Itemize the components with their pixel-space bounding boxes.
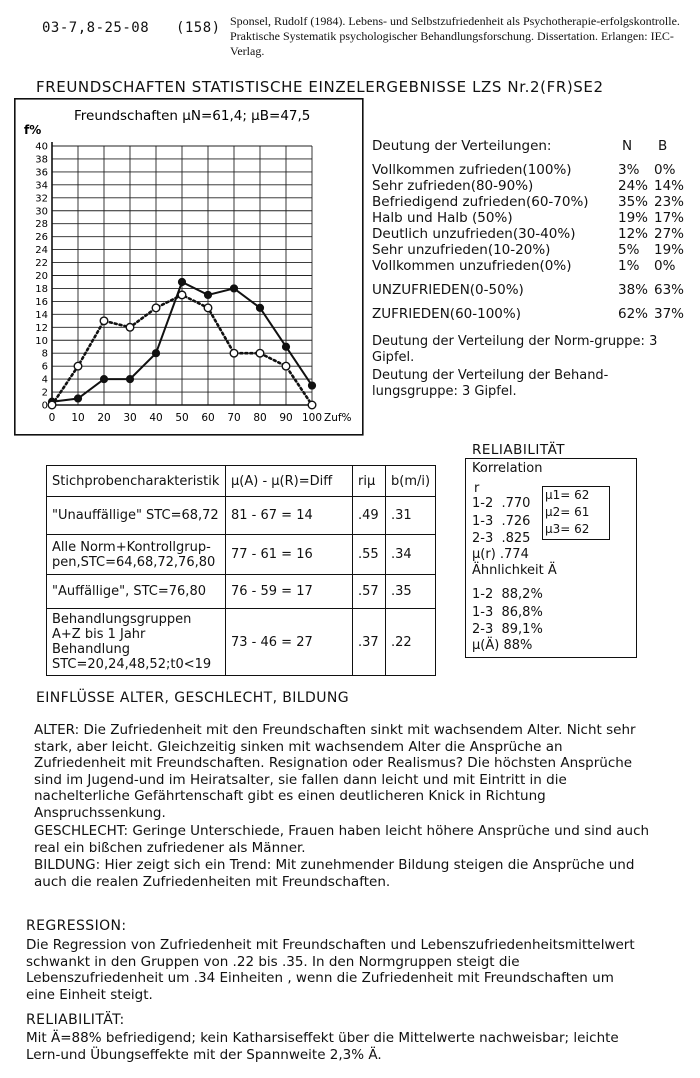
interpretation-row (372, 258, 690, 274)
table-cell: 77 - 61 = 16 (226, 535, 353, 575)
data-point-b (74, 362, 82, 370)
interpretation-row (372, 194, 690, 210)
citation: Sponsel, Rudolf (1984). Lebens- und Selbstzufriedenheit als Psychotherapie-erfolgskontrolle. Praktische Systematik psychologischer Behandlungsforschung. Dissertation. Erlangen: IEC-Verlag. (230, 14, 680, 58)
interpretation-row (372, 178, 690, 194)
data-point-b (256, 349, 264, 357)
regression-paragraph: Die Regression von Zufriedenheit mit Freundschaften und Lebenszufriedenheitsmittelwert schwankt in den Gruppen von .22 bis .35. In den Normgruppen steigt die Lebenszufriedenheit um .34 Einheiten , wenn die Zufriedenheit mit Freundschaften um eine Einheit steigt. (26, 937, 635, 1003)
data-point-b (204, 304, 212, 312)
interpretation-header (372, 138, 690, 162)
data-point-n (205, 292, 212, 299)
data-point-n (101, 376, 108, 383)
sim-value: 88,2% (501, 587, 543, 602)
corr-row (472, 514, 530, 529)
mu-r: μ(r) .774 (472, 547, 529, 562)
note-normgroup: Deutung der Verteilung der Norm-gruppe: 3 Gipfel. (372, 334, 658, 365)
table-cell: "Auffällige", STC=76,80 (47, 575, 226, 609)
x-tick-label: 80 (253, 412, 267, 424)
column-n-label: N (622, 138, 633, 154)
aehnlichkeit-label: Ähnlichkeit Ä (472, 563, 557, 578)
mu-box (542, 486, 610, 540)
mu-value: μ3= 62 (545, 522, 590, 536)
x-tick-label: 100 (301, 412, 323, 424)
col-header: b(m/i) (386, 466, 436, 497)
x-tick-label: 60 (201, 412, 215, 424)
alter-paragraph: ALTER: Die Zufriedenheit mit den Freundschaften sinkt mit wachsendem Alter. Nicht sehr stark, aber leicht. Gleichzeitig sinken mit wachsendem Alter die Ansprüche an Zufriedenheit mit Freundschaften. Resignation oder Realismus? Die höchsten Ansprüche sind im Jugend-und im Heiratsalter, sie fallen dann leicht und mit Eintritt in die nachelterliche Gefährtenschaft gibt es einen deutlicheren Knick in Richtung Anspruchssenkung. (34, 722, 636, 821)
category-label: Vollkommen unzufrieden(0%) (372, 258, 572, 274)
y-tick-label: 10 (35, 335, 48, 347)
data-point-b (230, 349, 238, 357)
note-treatmentgroup: Deutung der Verteilung der Behand-lungsgruppe: 3 Gipfel. (372, 368, 609, 399)
y-tick-label: 32 (35, 193, 48, 205)
table-header-row (47, 466, 436, 497)
y-tick-label: 34 (35, 180, 48, 192)
x-tick-label: 90 (279, 412, 293, 424)
regression-heading: REGRESSION: (26, 918, 127, 934)
table-row (47, 497, 436, 535)
reliability-box (465, 458, 637, 658)
document-code (42, 20, 221, 36)
table-row (47, 609, 436, 676)
value-n: 24% (618, 178, 649, 194)
reliability-paragraph: Mit Ä=88% befriedigend; kein Katharsiseffekt über die Mittelwerte nachweisbar; leichte Lern-und Übungseffekte mit der Spannweite 2,3% Ä. (26, 1030, 619, 1063)
table-row (47, 575, 436, 609)
interpretation-row (372, 242, 690, 258)
unzufrieden-label: UNZUFRIEDEN(0-50%) (372, 282, 524, 298)
table-cell: .57 (353, 575, 386, 609)
unzufrieden-n: 38% (618, 282, 649, 298)
x-tick-label: 70 (227, 412, 241, 424)
corr-pair: 1-3 (472, 514, 494, 529)
table-cell: "Unauffällige" STC=68,72 (47, 497, 226, 535)
interpretation-row (372, 162, 690, 178)
sim-value: 89,1% (501, 622, 543, 637)
category-label: Sehr unzufrieden(10-20%) (372, 242, 551, 258)
category-label: Sehr zufrieden(80-90%) (372, 178, 534, 194)
value-b: 17% (654, 210, 685, 226)
table-cell: .34 (386, 535, 436, 575)
y-tick-label: 18 (35, 283, 48, 295)
table-cell: .37 (353, 609, 386, 676)
interpretation-row (372, 226, 690, 242)
corr-row (472, 496, 530, 511)
corr-pair: 1-2 (472, 496, 494, 511)
data-point-b (48, 401, 56, 409)
sim-pair: 2-3 (472, 622, 494, 637)
data-point-n (179, 279, 186, 286)
table-cell: .49 (353, 497, 386, 535)
table-cell: 76 - 59 = 17 (226, 575, 353, 609)
unzufrieden-row (372, 282, 690, 306)
geschlecht-paragraph: GESCHLECHT: Geringe Unterschiede, Frauen haben leicht höhere Ansprüche und sind auch real ein bißchen zufriedener als Männer. (34, 823, 650, 856)
y-tick-label: 14 (35, 309, 48, 321)
data-point-b (100, 317, 108, 325)
value-n: 12% (618, 226, 649, 242)
y-tick-label: 6 (41, 361, 48, 373)
value-n: 3% (618, 162, 640, 178)
y-tick-label: 40 (35, 141, 48, 153)
data-point-b (126, 324, 134, 332)
sim-pair: 1-2 (472, 587, 494, 602)
table-cell: .55 (353, 535, 386, 575)
value-b: 0% (654, 162, 676, 178)
corr-value: .825 (501, 531, 531, 546)
data-point-n (153, 350, 160, 357)
y-tick-label: 4 (41, 374, 48, 386)
x-tick-label: 10 (71, 412, 85, 424)
data-point-b (282, 362, 290, 370)
x-tick-label: 0 (48, 412, 56, 424)
y-tick-label: 12 (35, 322, 48, 334)
table-cell: Alle Norm+Kontrollgrup-pen,STC=64,68,72,76,80 (47, 535, 226, 575)
zufrieden-b: 37% (654, 306, 685, 322)
category-label: Vollkommen zufrieden(100%) (372, 162, 572, 178)
x-tick-label: 30 (123, 412, 137, 424)
table-cell: Behandlungsgruppen A+Z bis 1 Jahr Behandlung STC=20,24,48,52;t0<19 (47, 609, 226, 676)
y-tick-label: 22 (35, 258, 48, 270)
y-axis-label: f% (24, 123, 42, 137)
y-tick-label: 8 (41, 348, 48, 360)
influences-heading: EINFLÜSSE ALTER, GESCHLECHT, BILDUNG (36, 690, 349, 706)
data-point-n (127, 376, 134, 383)
data-point-b (152, 304, 160, 312)
frequency-chart (14, 98, 364, 436)
data-point-b (308, 401, 316, 409)
value-b: 23% (654, 194, 685, 210)
col-header: μ(A) - μ(R)=Diff (226, 466, 353, 497)
sim-pair: 1-3 (472, 605, 494, 620)
reliability-title: RELIABILITÄT (472, 442, 566, 458)
table-cell: .35 (386, 575, 436, 609)
corr-value: .770 (501, 496, 531, 511)
y-tick-label: 28 (35, 219, 48, 231)
data-point-n (283, 343, 290, 350)
table-cell: .22 (386, 609, 436, 676)
y-tick-label: 26 (35, 232, 48, 244)
corr-pair: 2-3 (472, 531, 494, 546)
value-n: 1% (618, 258, 640, 274)
y-tick-label: 16 (35, 296, 48, 308)
korrelation-label: Korrelation (472, 461, 543, 476)
data-point-n (257, 304, 264, 311)
main-title: FREUNDSCHAFTEN STATISTISCHE EINZELERGEBNISSE LZS Nr.2(FR)SE2 (36, 78, 604, 96)
x-axis-label: Zuf% (324, 412, 352, 424)
interpretation-heading: Deutung der Verteilungen: (372, 138, 552, 154)
x-tick-label: 20 (97, 412, 111, 424)
value-b: 27% (654, 226, 685, 242)
mu-value: μ1= 62 (545, 488, 590, 502)
category-label: Deutlich unzufrieden(30-40%) (372, 226, 576, 242)
value-n: 35% (618, 194, 649, 210)
mu-value: μ2= 61 (545, 505, 590, 519)
column-b-label: B (658, 138, 668, 154)
category-label: Halb und Halb (50%) (372, 210, 513, 226)
zufrieden-row (372, 306, 690, 328)
sim-row (472, 605, 543, 620)
sim-row (472, 587, 543, 602)
y-tick-label: 24 (35, 245, 48, 257)
distribution-interpretation (372, 138, 690, 400)
reliability-heading: RELIABILITÄT: (26, 1012, 125, 1028)
col-header: riμ (353, 466, 386, 497)
x-tick-label: 40 (149, 412, 163, 424)
unzufrieden-b: 63% (654, 282, 685, 298)
chart-title: Freundschaften μN=61,4; μB=47,5 (74, 108, 311, 124)
table-cell: 73 - 46 = 27 (226, 609, 353, 676)
interpretation-rows (372, 162, 690, 274)
zufrieden-label: ZUFRIEDEN(60-100%) (372, 306, 521, 322)
value-n: 5% (618, 242, 640, 258)
table-row (47, 535, 436, 575)
y-tick-label: 2 (41, 387, 48, 399)
value-b: 14% (654, 178, 685, 194)
interpretation-row (372, 210, 690, 226)
corr-value: .726 (501, 514, 531, 529)
sample-characteristics-table (46, 465, 436, 676)
data-point-n (231, 285, 238, 292)
table-cell: 81 - 67 = 14 (226, 497, 353, 535)
y-tick-label: 38 (35, 154, 48, 166)
y-tick-label: 20 (35, 271, 48, 282)
value-b: 19% (654, 242, 685, 258)
sim-row (472, 622, 543, 637)
col-header: Stichprobencharakteristik (47, 466, 226, 497)
value-b: 0% (654, 258, 676, 274)
y-tick-label: 30 (35, 206, 48, 218)
value-n: 19% (618, 210, 649, 226)
category-label: Befriedigend zufrieden(60-70%) (372, 194, 589, 210)
corr-row (472, 531, 530, 546)
mu-ae: μ(Ä) 88% (472, 638, 533, 653)
table-cell: .31 (386, 497, 436, 535)
page-number: (158) (175, 20, 221, 36)
data-point-b (178, 291, 186, 299)
r-label: r (474, 481, 480, 496)
bildung-paragraph: BILDUNG: Hier zeigt sich ein Trend: Mit zunehmender Bildung steigen die Ansprüche und auch die realen Zufriedenheiten mit Freundschaften. (34, 857, 635, 890)
y-tick-label: 0 (41, 400, 48, 412)
data-point-n (309, 382, 316, 389)
y-tick-label: 36 (35, 167, 48, 179)
data-point-n (75, 395, 82, 402)
code-text: 03-7,8-25-08 (42, 20, 150, 36)
chart-svg (14, 98, 364, 436)
sim-value: 86,8% (501, 605, 543, 620)
x-tick-label: 50 (175, 412, 189, 424)
zufrieden-n: 62% (618, 306, 649, 322)
